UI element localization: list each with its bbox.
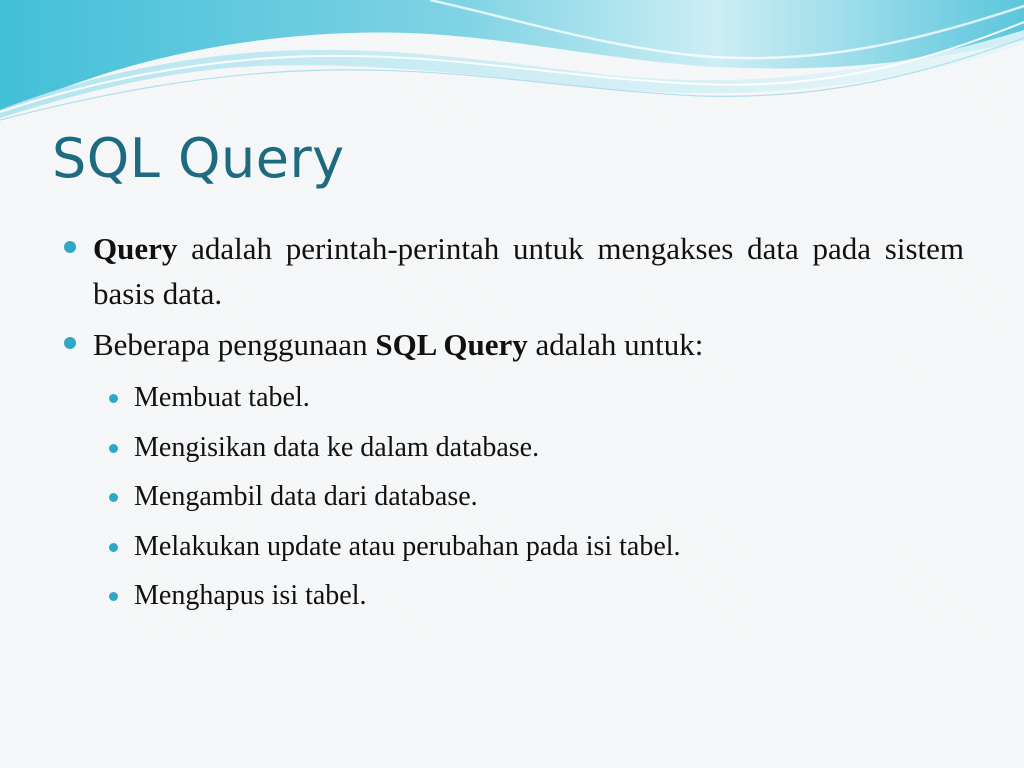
slide-title: SQL Query	[52, 127, 345, 190]
bullet-list	[62, 226, 964, 373]
sub-bullet-item	[62, 522, 964, 572]
sub-bullet-dot-icon	[109, 394, 118, 403]
sub-bullet-text: Membuat tabel.	[134, 382, 310, 413]
sub-bullet-list	[62, 373, 964, 621]
sub-bullet-item	[62, 472, 964, 522]
sub-bullet-text: Mengisikan data ke dalam database.	[134, 431, 540, 463]
bullet-item-sql-uses	[62, 322, 964, 367]
sub-bullet-item	[62, 423, 964, 473]
bullet-dot-icon	[64, 337, 76, 349]
bullet-text-pre: Beberapa penggunaan	[93, 327, 376, 362]
header-wave-decoration	[0, 0, 1024, 130]
bullet-dot-icon	[64, 241, 76, 253]
bullet-text-post: adalah untuk:	[527, 327, 704, 362]
sub-bullet-item	[62, 373, 964, 423]
sub-bullet-item	[62, 571, 964, 621]
bullet-text: adalah perintah-perintah untuk mengakses data pada sistem basis data.	[93, 231, 964, 311]
sub-bullet-text: Menghapus isi tabel.	[134, 580, 367, 611]
sub-bullet-dot-icon	[109, 592, 118, 601]
sub-bullet-dot-icon	[109, 444, 118, 453]
bold-term-query: Query	[93, 231, 178, 266]
sub-bullet-dot-icon	[109, 543, 118, 552]
sub-bullet-dot-icon	[109, 493, 118, 502]
sub-bullet-text: Melakukan update atau perubahan pada isi tabel.	[134, 530, 681, 562]
bullet-item-query-definition	[62, 226, 964, 316]
bold-term-sql-query: SQL Query	[375, 327, 528, 362]
sub-bullet-text: Mengambil data dari database.	[134, 481, 478, 512]
